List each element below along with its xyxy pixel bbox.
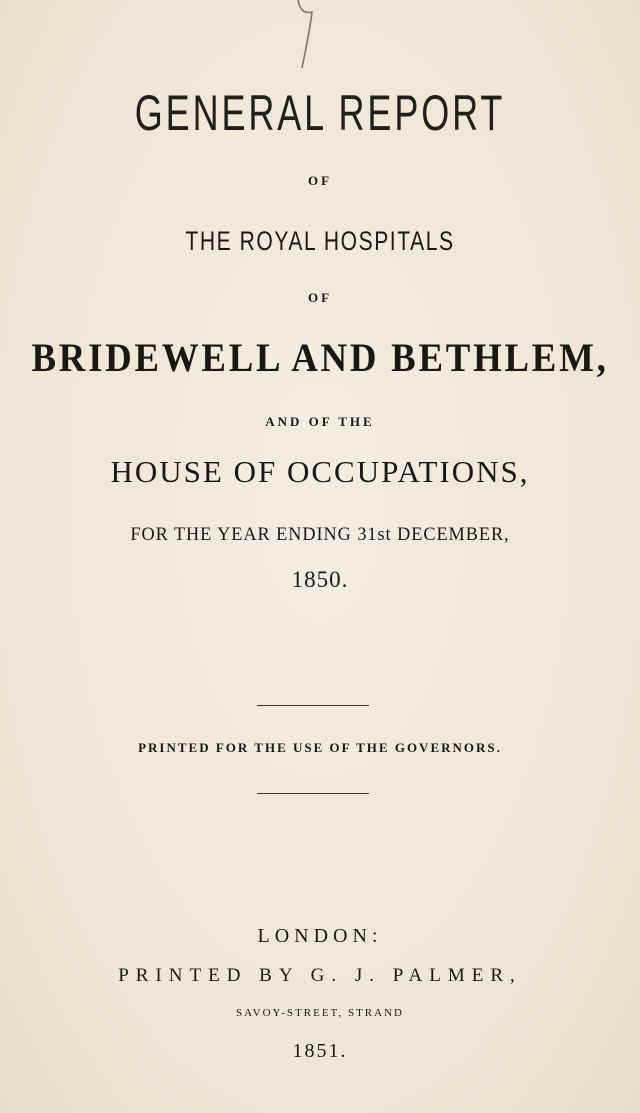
ink-mark: [292, 0, 322, 70]
heading-royal-hospitals: THE ROYAL HOSPITALS: [185, 226, 455, 256]
subtitle-year: 1850.: [291, 567, 349, 592]
heading-general-report: GENERAL REPORT: [134, 85, 506, 141]
heading-bridewell-bethlem: BRIDEWELL AND BETHLEM,: [31, 335, 609, 380]
label-of-2: OF: [307, 290, 333, 305]
label-and-of-the: AND OF THE: [265, 414, 375, 429]
imprint-printer: PRINTED BY G. J. PALMER,: [118, 965, 522, 986]
imprint-address: SAVOY-STREET, STRAND: [236, 1007, 404, 1019]
divider-top: [257, 705, 369, 706]
heading-house-of-occupations: HOUSE OF OCCUPATIONS,: [110, 454, 530, 489]
imprint-london: LONDON:: [257, 925, 383, 947]
imprint-year: 1851.: [292, 1040, 348, 1062]
label-of-1: OF: [307, 173, 333, 188]
printed-for-governors: PRINTED FOR THE USE OF THE GOVERNORS.: [138, 740, 502, 755]
divider-bottom: [257, 793, 369, 794]
subtitle-year-ending: FOR THE YEAR ENDING 31st DECEMBER,: [130, 524, 510, 545]
